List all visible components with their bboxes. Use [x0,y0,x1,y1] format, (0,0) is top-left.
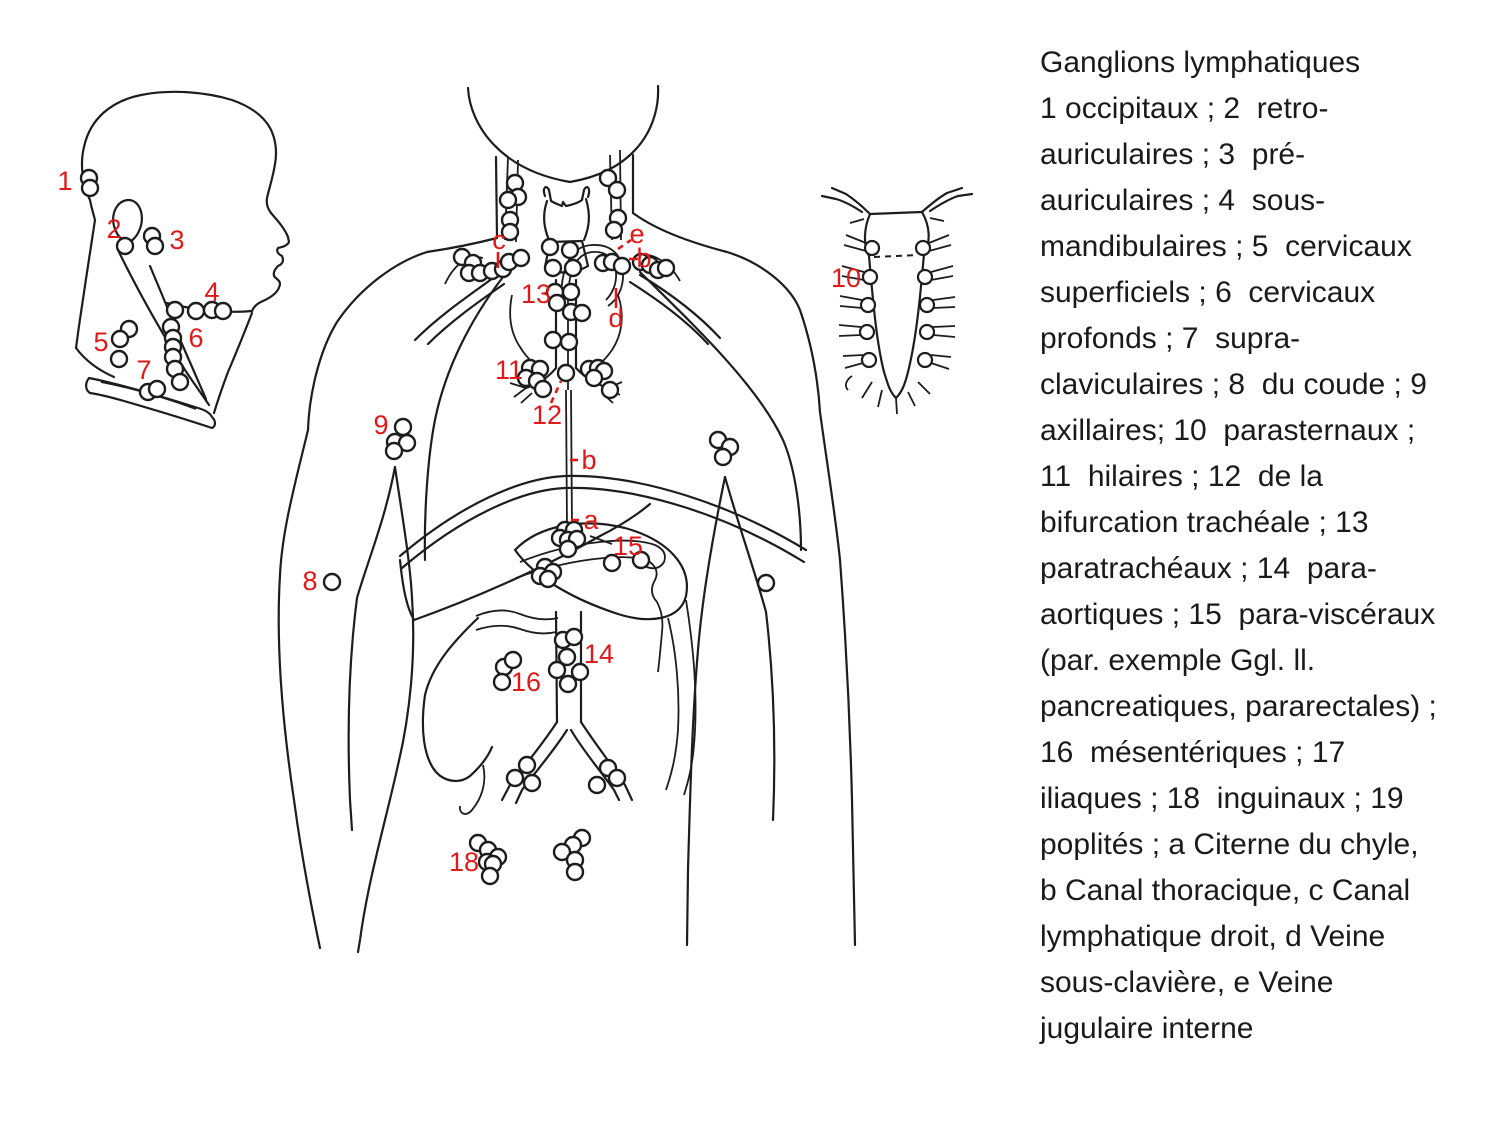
label-1-occipital: 1 [57,166,73,196]
label-a-cisterna-chyli: a [583,505,599,535]
legend-line: 1 occipitaux ; 2 retro- [1040,92,1329,125]
legend-line: mandibulaires ; 5 cervicaux [1040,230,1412,263]
legend-line: 16 mésentériques ; 17 [1040,736,1346,769]
label-13-paratracheal: 13 [520,279,552,309]
head-profile-figure [57,92,289,428]
legend-line: Ganglions lymphatiques [1040,46,1361,79]
label-d-subclavian-vein: d [608,303,624,333]
label-8-elbow: 8 [302,566,318,596]
head-number-labels [57,166,219,385]
legend-line: auriculaires ; 3 pré- [1040,138,1306,171]
legend-line: paratrachéaux ; 14 para- [1040,552,1377,585]
torso-figure [279,86,855,952]
torso-outline [279,86,855,952]
label-9-axillary: 9 [373,410,389,440]
legend-line: b Canal thoracique, c Canal [1040,874,1411,907]
label-11-hilar: 11 [494,355,524,385]
legend-line: auriculaires ; 4 sous- [1040,184,1326,217]
label-6-cervical-deep: 6 [188,323,204,353]
legend-line: lymphatique droit, d Veine [1040,920,1386,953]
label-14-paraaortic: 14 [583,639,615,669]
legend-line: pancreatiques, pararectales) ; [1040,690,1437,723]
label-10-parasternal: 10 [830,263,862,293]
label-b-thoracic-duct-top: b [636,243,652,273]
label-12-tracheal-bifurcation: 12 [531,400,563,430]
legend-text [1040,40,1490,1052]
legend-line: jugulaire interne [1040,1012,1254,1045]
legend-line: superficiels ; 6 cervicaux [1040,276,1376,309]
legend-line: bifurcation trachéale ; 13 [1040,506,1369,539]
label-e-internal-jugular-vein: e [629,219,645,249]
legend-line: claviculaires ; 8 du coude ; 9 [1040,368,1427,401]
legend-line: profonds ; 7 supra- [1040,322,1301,355]
legend-line: sous-clavière, e Veine [1040,966,1334,999]
legend-line: poplités ; a Citerne du chyle, [1040,828,1419,861]
legend-line: 11 hilaires ; 12 de la [1040,460,1323,493]
legend-line: axillaires; 10 parasternaux ; [1040,414,1416,447]
sternum-figure [822,188,972,414]
legend-line: iliaques ; 18 inguinaux ; 19 [1040,782,1404,815]
label-7-supraclav: 7 [136,355,152,385]
label-3-preauricular: 3 [169,225,185,255]
label-18-inguinal: 18 [448,847,480,877]
label-5-cervical-sup: 5 [93,327,109,357]
label-16-mesenteric: 16 [510,667,542,697]
sternum-outline [822,188,972,414]
label-b-thoracic-duct: b [581,445,597,475]
torso-node-clusters [324,170,774,884]
label-2-retroauricular: 2 [106,214,122,244]
legend-line: aortiques ; 15 para-viscéraux [1040,598,1436,631]
legend-line: (par. exemple Ggl. ll. [1040,644,1316,677]
label-c-right-lymphatic-duct: c [492,225,506,255]
label-15-paravisceral: 15 [612,531,644,561]
label-4-submandibular: 4 [204,277,220,307]
